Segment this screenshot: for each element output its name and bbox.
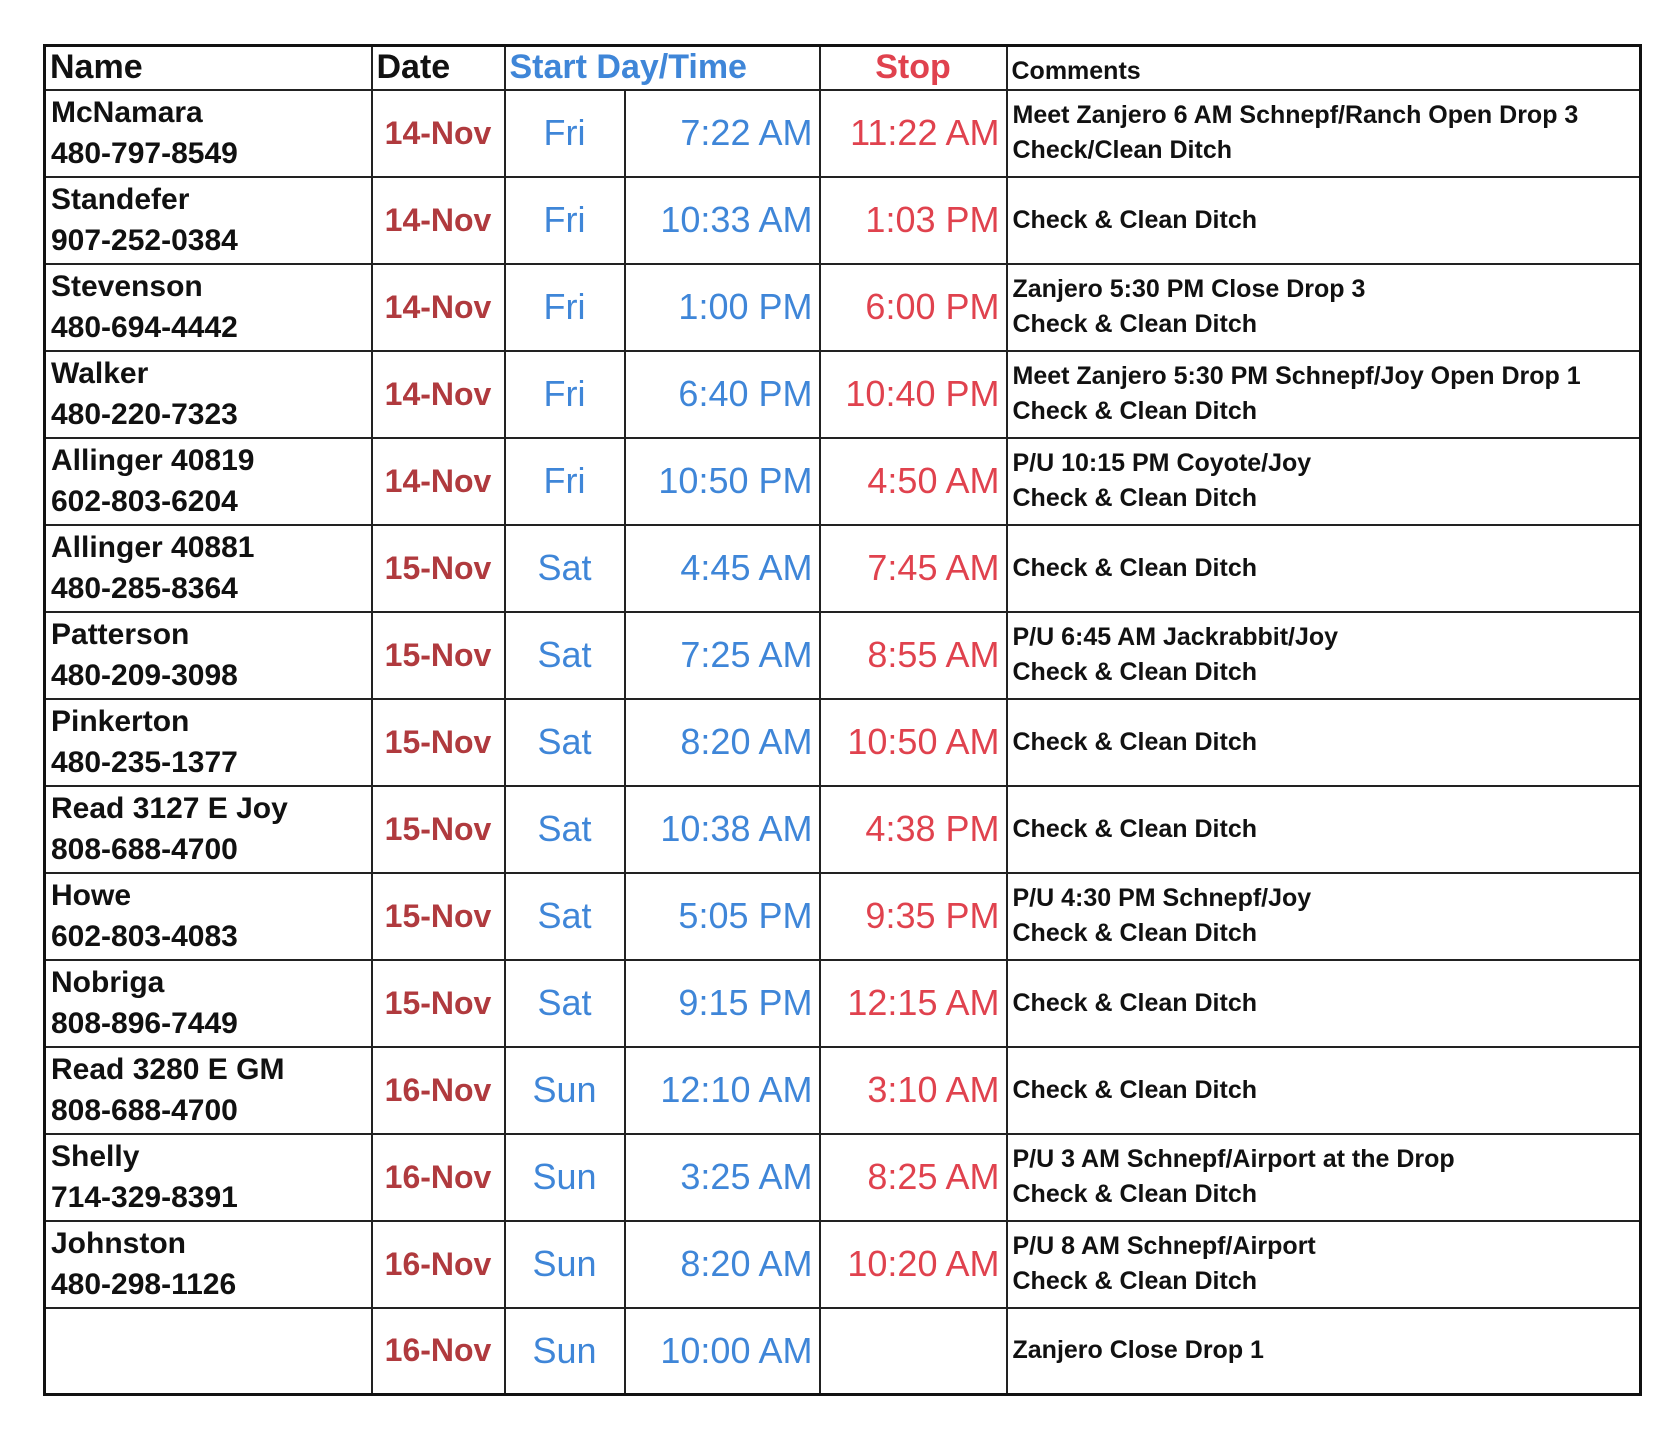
comment-line-2: Check & Clean Ditch <box>1012 919 1258 947</box>
person-name: Allinger 40819 <box>51 444 255 477</box>
phone-number: 480-694-4442 <box>51 311 238 344</box>
comment-line-1: Check & Clean Ditch <box>1012 205 1258 234</box>
table-row <box>45 177 1641 264</box>
comments-cell <box>1007 177 1641 264</box>
comment-line-1: Zanjero Close Drop 1 <box>1012 1336 1264 1365</box>
table-row <box>45 1047 1641 1134</box>
comments-cell <box>1007 612 1641 699</box>
name-cell <box>45 90 372 177</box>
stop-time-cell: 7:45 AM <box>820 525 1007 612</box>
start-time-cell: 7:22 AM <box>625 90 820 177</box>
start-time-cell: 10:38 AM <box>625 786 820 873</box>
name-cell <box>45 1047 372 1134</box>
comment-line-1: Zanjero 5:30 PM Close Drop 3 <box>1012 275 1366 303</box>
header-row <box>45 46 1641 90</box>
table-row <box>45 786 1641 873</box>
start-day-cell: Sat <box>505 873 625 960</box>
stop-time-cell: 1:03 PM <box>820 177 1007 264</box>
stop-time-cell: 3:10 AM <box>820 1047 1007 1134</box>
header-name: Name <box>45 46 372 90</box>
start-time-cell: 1:00 PM <box>625 264 820 351</box>
start-time-cell: 3:25 AM <box>625 1134 820 1221</box>
comment-line-2: Check & Clean Ditch <box>1012 397 1258 425</box>
comment-line-2: Check & Clean Ditch <box>1012 1180 1258 1208</box>
comment-line-1: Check & Clean Ditch <box>1012 727 1258 756</box>
start-time-cell: 5:05 PM <box>625 873 820 960</box>
comment-line-1: P/U 3 AM Schnepf/Airport at the Drop <box>1012 1145 1455 1173</box>
name-cell <box>45 1134 372 1221</box>
phone-number: 602-803-6204 <box>51 485 238 518</box>
start-day-cell: Sat <box>505 525 625 612</box>
date-cell: 15-Nov <box>372 960 505 1047</box>
start-day-cell: Fri <box>505 264 625 351</box>
name-cell <box>45 699 372 786</box>
date-cell: 15-Nov <box>372 525 505 612</box>
date-cell: 16-Nov <box>372 1047 505 1134</box>
table-row <box>45 1308 1641 1395</box>
table-row <box>45 525 1641 612</box>
name-cell <box>45 351 372 438</box>
schedule-sheet <box>43 44 1639 1396</box>
comments-cell <box>1007 873 1641 960</box>
table-row <box>45 612 1641 699</box>
date-cell: 14-Nov <box>372 351 505 438</box>
name-cell <box>45 438 372 525</box>
date-cell: 16-Nov <box>372 1308 505 1395</box>
table-row <box>45 699 1641 786</box>
date-cell: 14-Nov <box>372 438 505 525</box>
start-day-cell: Fri <box>505 351 625 438</box>
comment-line-1: Meet Zanjero 6 AM Schnepf/Ranch Open Drop 3 <box>1012 101 1579 129</box>
date-cell: 15-Nov <box>372 699 505 786</box>
person-name: Stevenson <box>51 270 203 303</box>
date-cell: 16-Nov <box>372 1134 505 1221</box>
phone-number: 480-797-8549 <box>51 137 238 170</box>
table-row <box>45 1134 1641 1221</box>
start-time-cell: 8:20 AM <box>625 1221 820 1308</box>
stop-time-cell: 10:50 AM <box>820 699 1007 786</box>
irrigation-schedule-table <box>43 44 1642 1396</box>
phone-number: 808-896-7449 <box>51 1007 238 1040</box>
date-cell: 14-Nov <box>372 264 505 351</box>
header-comments: Comments <box>1007 46 1641 90</box>
comment-line-2: Check/Clean Ditch <box>1012 136 1233 164</box>
start-time-cell: 4:45 AM <box>625 525 820 612</box>
comment-line-1: Check & Clean Ditch <box>1012 988 1258 1017</box>
person-name: Pinkerton <box>51 705 190 738</box>
phone-number: 907-252-0384 <box>51 224 238 257</box>
start-day-cell: Sun <box>505 1308 625 1395</box>
table-row <box>45 960 1641 1047</box>
comment-line-2: Check & Clean Ditch <box>1012 658 1258 686</box>
comment-line-1: P/U 10:15 PM Coyote/Joy <box>1012 449 1312 477</box>
phone-number: 480-298-1126 <box>51 1268 237 1301</box>
comment-line-1: P/U 6:45 AM Jackrabbit/Joy <box>1012 623 1339 651</box>
start-day-cell: Sun <box>505 1134 625 1221</box>
start-day-cell: Sun <box>505 1221 625 1308</box>
person-name: Nobriga <box>51 966 165 999</box>
comment-line-2: Check & Clean Ditch <box>1012 1267 1258 1295</box>
comments-cell <box>1007 1308 1641 1395</box>
start-time-cell: 10:33 AM <box>625 177 820 264</box>
start-time-cell: 12:10 AM <box>625 1047 820 1134</box>
start-day-cell: Sat <box>505 960 625 1047</box>
person-name: Shelly <box>51 1140 140 1173</box>
phone-number: 480-235-1377 <box>51 746 238 779</box>
name-cell <box>45 1308 372 1395</box>
person-name: Howe <box>51 879 132 912</box>
phone-number: 480-209-3098 <box>51 659 238 692</box>
stop-time-cell <box>820 1308 1007 1395</box>
person-name: Allinger 40881 <box>51 531 255 564</box>
start-day-cell: Sat <box>505 786 625 873</box>
comments-cell <box>1007 1047 1641 1134</box>
date-cell: 14-Nov <box>372 177 505 264</box>
comments-cell <box>1007 90 1641 177</box>
comment-line-1: P/U 8 AM Schnepf/Airport <box>1012 1232 1316 1260</box>
header-start-day-time: Start Day/Time <box>505 46 820 90</box>
comment-line-2: Check & Clean Ditch <box>1012 310 1258 338</box>
phone-number: 480-285-8364 <box>51 572 238 605</box>
header-stop: Stop <box>820 46 1007 90</box>
phone-number: 602-803-4083 <box>51 920 238 953</box>
date-cell: 14-Nov <box>372 90 505 177</box>
stop-time-cell: 8:25 AM <box>820 1134 1007 1221</box>
start-time-cell: 9:15 PM <box>625 960 820 1047</box>
start-day-cell: Sat <box>505 699 625 786</box>
name-cell <box>45 873 372 960</box>
stop-time-cell: 4:50 AM <box>820 438 1007 525</box>
date-cell: 15-Nov <box>372 873 505 960</box>
person-name: McNamara <box>51 96 203 129</box>
table-row <box>45 264 1641 351</box>
table-row <box>45 351 1641 438</box>
phone-number: 808-688-4700 <box>51 1094 238 1127</box>
name-cell <box>45 786 372 873</box>
table-row <box>45 90 1641 177</box>
stop-time-cell: 8:55 AM <box>820 612 1007 699</box>
start-time-cell: 8:20 AM <box>625 699 820 786</box>
stop-time-cell: 12:15 AM <box>820 960 1007 1047</box>
start-day-cell: Sun <box>505 1047 625 1134</box>
comments-cell <box>1007 699 1641 786</box>
date-cell: 15-Nov <box>372 612 505 699</box>
name-cell <box>45 525 372 612</box>
comments-cell <box>1007 960 1641 1047</box>
start-day-cell: Fri <box>505 90 625 177</box>
comments-cell <box>1007 1221 1641 1308</box>
stop-time-cell: 4:38 PM <box>820 786 1007 873</box>
comment-line-2: Check & Clean Ditch <box>1012 484 1258 512</box>
start-day-cell: Fri <box>505 177 625 264</box>
table-row <box>45 1221 1641 1308</box>
comment-line-1: Check & Clean Ditch <box>1012 1075 1258 1104</box>
start-day-cell: Sat <box>505 612 625 699</box>
name-cell <box>45 177 372 264</box>
table-row <box>45 438 1641 525</box>
person-name: Walker <box>51 357 149 390</box>
phone-number: 480-220-7323 <box>51 398 238 431</box>
phone-number: 714-329-8391 <box>51 1181 238 1214</box>
person-name: Johnston <box>51 1227 186 1260</box>
comment-line-1: Check & Clean Ditch <box>1012 553 1258 582</box>
start-time-cell: 10:00 AM <box>625 1308 820 1395</box>
person-name: Patterson <box>51 618 190 651</box>
comment-line-1: Check & Clean Ditch <box>1012 814 1258 843</box>
start-day-cell: Fri <box>505 438 625 525</box>
header-date: Date <box>372 46 505 90</box>
comment-line-1: Meet Zanjero 5:30 PM Schnepf/Joy Open Drop 1 <box>1012 362 1581 390</box>
comments-cell <box>1007 438 1641 525</box>
comments-cell <box>1007 264 1641 351</box>
stop-time-cell: 9:35 PM <box>820 873 1007 960</box>
table-row <box>45 873 1641 960</box>
person-name: Read 3280 E GM <box>51 1053 285 1086</box>
phone-number: 808-688-4700 <box>51 833 238 866</box>
name-cell <box>45 612 372 699</box>
start-time-cell: 10:50 PM <box>625 438 820 525</box>
person-name: Read 3127 E Joy <box>51 792 288 825</box>
name-cell <box>45 264 372 351</box>
comments-cell <box>1007 1134 1641 1221</box>
comment-line-1: P/U 4:30 PM Schnepf/Joy <box>1012 884 1312 912</box>
date-cell: 15-Nov <box>372 786 505 873</box>
name-cell <box>45 1221 372 1308</box>
date-cell: 16-Nov <box>372 1221 505 1308</box>
stop-time-cell: 10:40 PM <box>820 351 1007 438</box>
stop-time-cell: 6:00 PM <box>820 264 1007 351</box>
comments-cell <box>1007 525 1641 612</box>
stop-time-cell: 11:22 AM <box>820 90 1007 177</box>
start-time-cell: 6:40 PM <box>625 351 820 438</box>
stop-time-cell: 10:20 AM <box>820 1221 1007 1308</box>
name-cell <box>45 960 372 1047</box>
person-name: Standefer <box>51 183 190 216</box>
comments-cell <box>1007 351 1641 438</box>
comments-cell <box>1007 786 1641 873</box>
start-time-cell: 7:25 AM <box>625 612 820 699</box>
